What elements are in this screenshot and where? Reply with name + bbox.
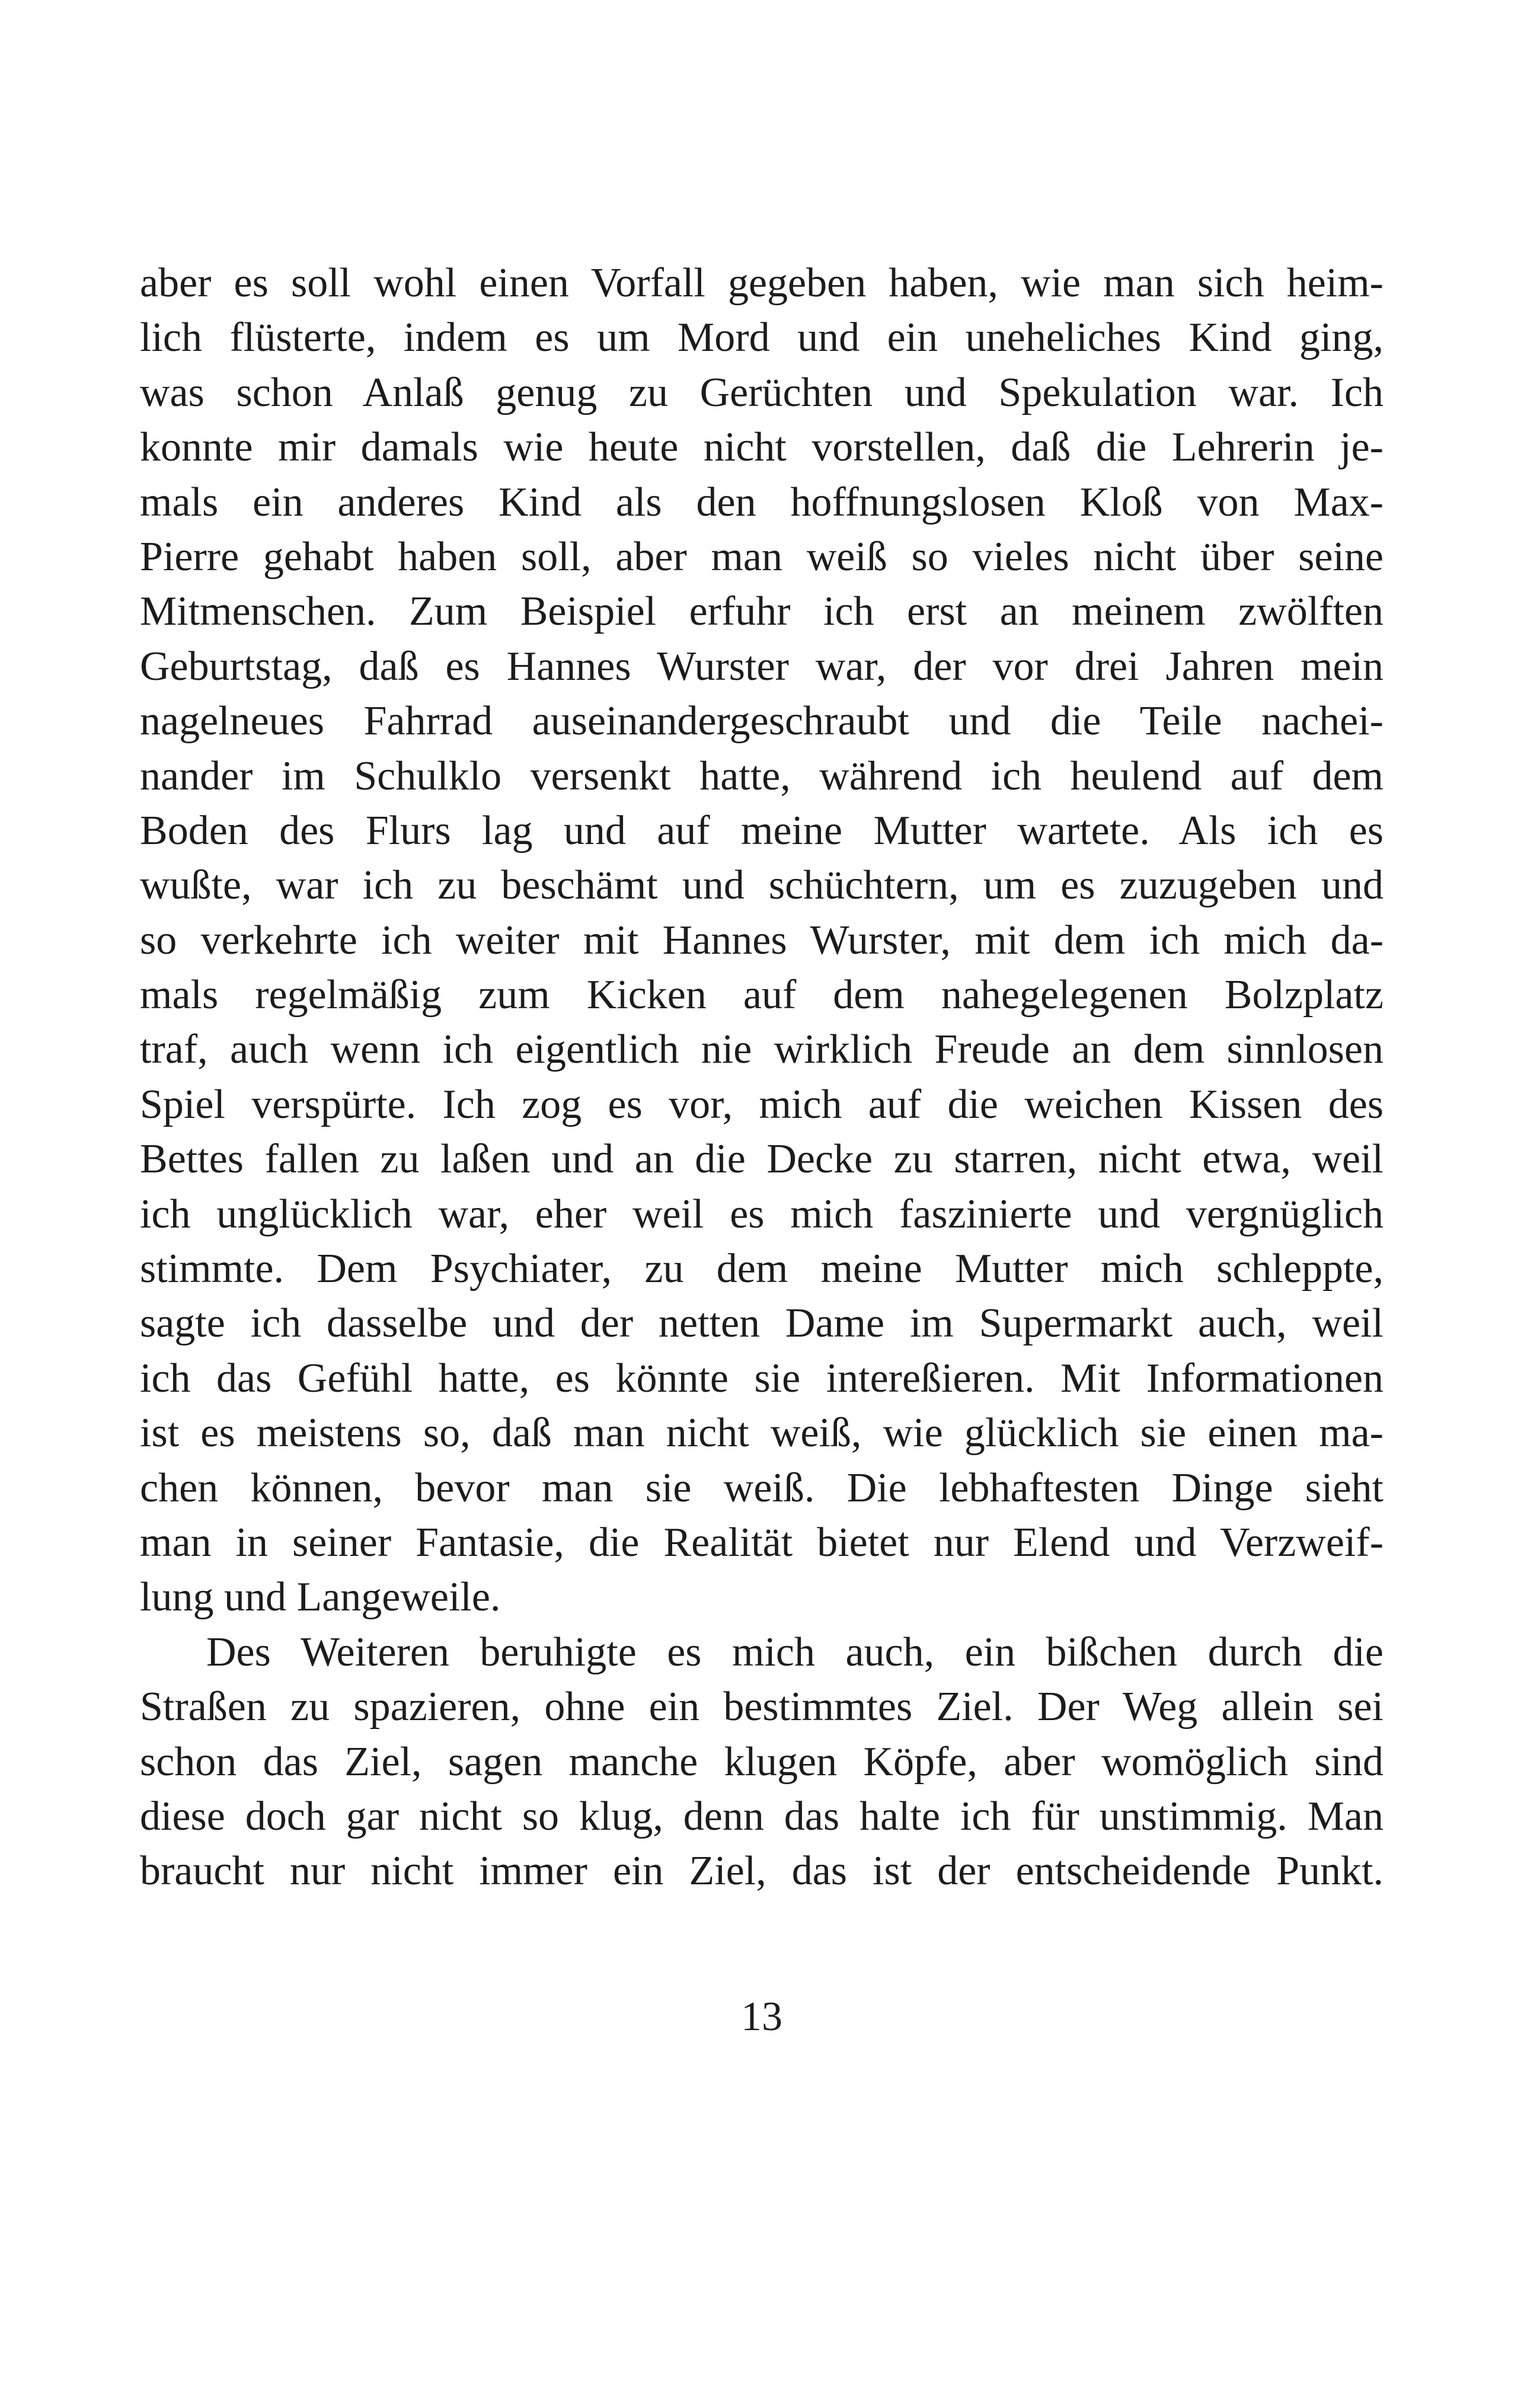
text-line: schon das Ziel, sagen manche klugen Köpfe, aber womöglich sind — [140, 1738, 1384, 1785]
text-line: Boden des Flurs lag und auf meine Mutter wartete. Als ich es — [140, 807, 1384, 854]
text-line: diese doch gar nicht so klug, denn das halte ich für unstimmig. Man — [140, 1793, 1384, 1839]
body-text — [140, 256, 1384, 2040]
text-line: Bettes fallen zu laßen und an die Decke zu starren, nicht etwa, weil — [140, 1136, 1384, 1182]
text-line: stimmte. Dem Psychiater, zu dem meine Mutter mich schleppte, — [140, 1246, 1384, 1292]
text-line: nagelneues Fahrrad auseinandergeschraubt und die Teile nachei- — [140, 698, 1384, 744]
text-line: mals regelmäßig zum Kicken auf dem nahegelegenen Bolzplatz — [140, 972, 1384, 1018]
text-line: ich unglücklich war, eher weil es mich faszinierte und vergnüglich — [140, 1191, 1384, 1237]
text-line: Straßen zu spazieren, ohne ein bestimmtes Ziel. Der Weg allein sei — [140, 1684, 1384, 1730]
text-line: Mitmenschen. Zum Beispiel erfuhr ich erst an meinem zwölften — [140, 589, 1384, 635]
text-line: mals ein anderes Kind als den hoffnungslosen Kloß von Max- — [140, 479, 1384, 525]
text-line: lung und Langeweile. — [140, 1574, 501, 1621]
text-line: konnte mir damals wie heute nicht vorstellen, daß die Lehrerin je- — [140, 424, 1384, 471]
text-line: Des Weiteren beruhigte es mich auch, ein bißchen durch die — [206, 1629, 1384, 1675]
paragraph — [140, 1625, 1384, 1899]
text-line: ist es meistens so, daß man nicht weiß, wie glücklich sie einen ma- — [140, 1410, 1384, 1456]
text-line: braucht nur nicht immer ein Ziel, das ist der entscheidende Punkt. — [140, 1848, 1384, 1894]
text-line: Spiel verspürte. Ich zog es vor, mich auf die weichen Kissen des — [140, 1081, 1384, 1127]
paragraph — [140, 256, 1384, 1625]
text-line: was schon Anlaß genug zu Gerüchten und Spekulation war. Ich — [140, 369, 1384, 416]
text-line: wußte, war ich zu beschämt und schüchtern, um es zuzugeben und — [140, 862, 1384, 909]
text-line: chen können, bevor man sie weiß. Die lebhaftesten Dinge sieht — [140, 1465, 1384, 1511]
text-line: aber es soll wohl einen Vorfall gegeben haben, wie man sich heim- — [140, 260, 1384, 306]
text-line: sagte ich dasselbe und der netten Dame im Supermarkt auch, weil — [140, 1300, 1384, 1347]
page-number: 13 — [741, 1994, 782, 2040]
text-line: traf, auch wenn ich eigentlich nie wirklich Freude an dem sinnlosen — [140, 1027, 1384, 1073]
text-line: ich das Gefühl hatte, es könnte sie intereßieren. Mit Informationen — [140, 1355, 1384, 1401]
text-line: Pierre gehabt haben soll, aber man weiß so vieles nicht über seine — [140, 533, 1384, 580]
text-line: Geburtstag, daß es Hannes Wurster war, der vor drei Jahren mein — [140, 643, 1384, 689]
text-line: man in seiner Fantasie, die Realität bietet nur Elend und Verzweif- — [140, 1519, 1384, 1565]
text-line: nander im Schulklo versenkt hatte, während ich heulend auf dem — [140, 753, 1384, 799]
text-line: lich flüsterte, indem es um Mord und ein uneheliches Kind ging, — [140, 315, 1384, 361]
text-line: so verkehrte ich weiter mit Hannes Wurster, mit dem ich mich da- — [140, 917, 1384, 963]
